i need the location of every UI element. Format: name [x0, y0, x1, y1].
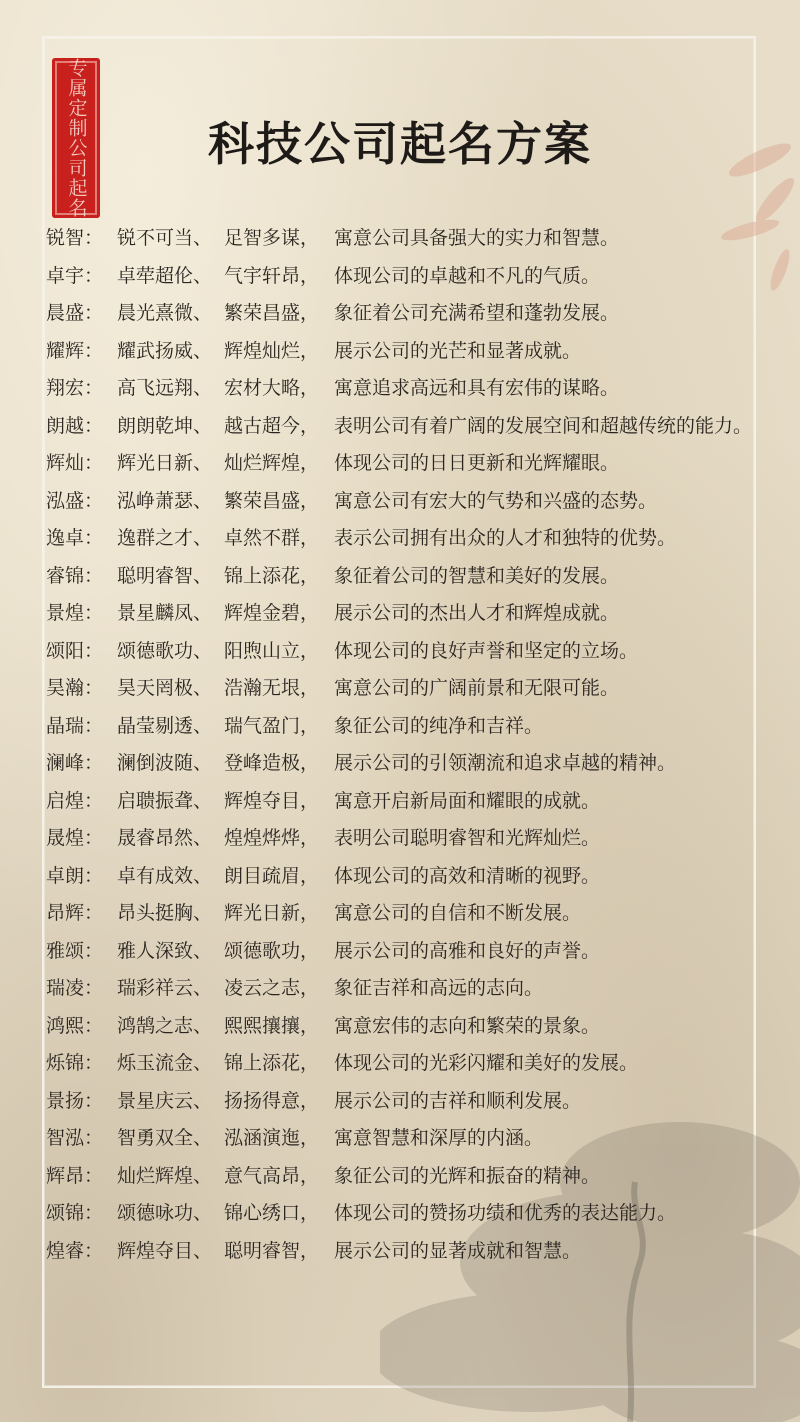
meaning-text: 寓意公司具备强大的实力和智慧。 — [334, 227, 620, 249]
list-item — [46, 820, 786, 857]
list-item — [46, 558, 786, 595]
list-item — [46, 595, 786, 632]
company-name: 朗越： — [46, 414, 104, 437]
idiom-two: 繁荣昌盛， — [224, 302, 320, 324]
idiom-one: 晟睿昂然、 — [117, 827, 213, 849]
list-item — [46, 295, 786, 332]
idiom-one: 灿烂辉煌、 — [117, 1164, 213, 1187]
meaning-text: 寓意公司有宏大的气势和兴盛的态势。 — [334, 489, 658, 512]
idiom-two: 辉煌夺目， — [224, 789, 320, 812]
idiom-two: 登峰造极， — [224, 752, 320, 774]
idiom-one: 晶莹剔透、 — [117, 714, 213, 737]
meaning-text: 寓意开启新局面和耀眼的成就。 — [334, 789, 601, 812]
meaning-text: 展示公司的吉祥和顺利发展。 — [334, 1089, 582, 1112]
company-name: 启煌： — [46, 789, 104, 812]
idiom-one: 辉光日新、 — [117, 452, 213, 474]
company-name: 翔宏： — [46, 377, 104, 399]
company-name: 烁锦： — [46, 1052, 104, 1074]
list-item — [46, 1120, 786, 1157]
idiom-one: 鸿鹄之志、 — [117, 1014, 213, 1037]
idiom-two: 聪明睿智， — [224, 1239, 320, 1262]
idiom-one: 卓荦超伦、 — [117, 264, 213, 287]
meaning-text: 寓意追求高远和具有宏伟的谋略。 — [334, 377, 620, 399]
company-name: 雅颂： — [46, 939, 104, 962]
company-name: 泓盛： — [46, 489, 104, 512]
idiom-two: 凌云之志， — [224, 977, 320, 999]
meaning-text: 象征着公司的智慧和美好的发展。 — [334, 564, 620, 587]
idiom-one: 烁玉流金、 — [117, 1052, 213, 1074]
idiom-two: 阳煦山立， — [224, 639, 320, 662]
meaning-text: 寓意智慧和深厚的内涵。 — [334, 1127, 544, 1149]
list-item — [46, 745, 786, 782]
company-name: 澜峰： — [46, 752, 104, 774]
idiom-two: 朗目疏眉， — [224, 864, 320, 887]
idiom-one: 逸群之才、 — [117, 527, 213, 549]
list-item — [46, 933, 786, 970]
meaning-text: 展示公司的光芒和显著成就。 — [334, 339, 582, 362]
idiom-two: 泓涵演迤， — [224, 1127, 320, 1149]
idiom-two: 辉煌金碧， — [224, 602, 320, 624]
idiom-two: 锦上添花， — [224, 564, 320, 587]
list-item — [46, 520, 786, 557]
idiom-two: 颂德歌功， — [224, 939, 320, 962]
company-name: 卓宇： — [46, 264, 104, 287]
meaning-text: 表明公司有着广阔的发展空间和超越传统的能力。 — [334, 414, 753, 437]
company-name: 颂锦： — [46, 1202, 104, 1224]
meaning-text: 体现公司的赞扬功绩和优秀的表达能力。 — [334, 1202, 677, 1224]
company-name: 辉昂： — [46, 1164, 104, 1187]
list-item — [46, 895, 786, 932]
meaning-text: 表明公司聪明睿智和光辉灿烂。 — [334, 827, 601, 849]
list-item — [46, 445, 786, 482]
page-title: 科技公司起名方案 — [208, 117, 592, 171]
company-name: 睿锦： — [46, 564, 104, 587]
company-name: 辉灿： — [46, 452, 104, 474]
idiom-one: 卓有成效、 — [117, 864, 213, 887]
meaning-text: 体现公司的日日更新和光辉耀眼。 — [334, 452, 620, 474]
idiom-one: 高飞远翔、 — [117, 377, 213, 399]
idiom-one: 景星庆云、 — [117, 1089, 213, 1112]
list-item — [46, 970, 786, 1007]
idiom-one: 朗朗乾坤、 — [117, 414, 213, 437]
idiom-two: 熙熙攘攘， — [224, 1014, 320, 1037]
meaning-text: 象征公司的纯净和吉祥。 — [334, 714, 544, 737]
idiom-two: 浩瀚无垠， — [224, 677, 320, 699]
list-item — [46, 783, 786, 820]
idiom-one: 瑞彩祥云、 — [117, 977, 213, 999]
list-item — [46, 1083, 786, 1120]
meaning-text: 体现公司的卓越和不凡的气质。 — [334, 264, 601, 287]
idiom-one: 耀武扬威、 — [117, 339, 213, 362]
company-name: 晟煌： — [46, 827, 104, 849]
company-name: 颂阳： — [46, 639, 104, 662]
meaning-text: 寓意公司的自信和不断发展。 — [334, 902, 582, 924]
list-item — [46, 1008, 786, 1045]
list-item — [46, 333, 786, 370]
idiom-two: 宏材大略， — [224, 377, 320, 399]
company-name: 晶瑞： — [46, 714, 104, 737]
idiom-two: 灿烂辉煌， — [224, 452, 320, 474]
idiom-one: 锐不可当、 — [117, 227, 213, 249]
list-item — [46, 370, 786, 407]
company-name: 智泓： — [46, 1127, 104, 1149]
idiom-two: 辉光日新， — [224, 902, 320, 924]
idiom-two: 煌煌烨烨， — [224, 827, 320, 849]
company-name: 卓朗： — [46, 864, 104, 887]
idiom-two: 意气高昂， — [224, 1164, 320, 1187]
idiom-one: 聪明睿智、 — [117, 564, 213, 587]
company-name: 景煌： — [46, 602, 104, 624]
meaning-text: 表示公司拥有出众的人才和独特的优势。 — [334, 527, 677, 549]
idiom-two: 越古超今， — [224, 414, 320, 437]
idiom-one: 颂德歌功、 — [117, 639, 213, 662]
list-item — [46, 633, 786, 670]
meaning-text: 展示公司的高雅和良好的声誉。 — [334, 939, 601, 962]
idiom-two: 足智多谋， — [224, 227, 320, 249]
meaning-text: 寓意公司的广阔前景和无限可能。 — [334, 677, 620, 699]
idiom-two: 瑞气盈门， — [224, 714, 320, 737]
list-item — [46, 1158, 786, 1195]
list-item — [46, 1195, 786, 1232]
meaning-text: 寓意宏伟的志向和繁荣的景象。 — [334, 1014, 601, 1037]
company-name: 鸿熙： — [46, 1014, 104, 1037]
idiom-two: 锦上添花， — [224, 1052, 320, 1074]
idiom-one: 辉煌夺目、 — [117, 1239, 213, 1262]
list-item — [46, 858, 786, 895]
company-name: 昊瀚： — [46, 677, 104, 699]
meaning-text: 象征着公司充满希望和蓬勃发展。 — [334, 302, 620, 324]
idiom-one: 昊天罔极、 — [117, 677, 213, 699]
idiom-two: 繁荣昌盛， — [224, 489, 320, 512]
list-item — [46, 1045, 786, 1082]
company-name: 耀辉： — [46, 339, 104, 362]
idiom-two: 辉煌灿烂， — [224, 339, 320, 362]
company-name: 煌睿： — [46, 1239, 104, 1262]
meaning-text: 展示公司的杰出人才和辉煌成就。 — [334, 602, 620, 624]
idiom-one: 雅人深致、 — [117, 939, 213, 962]
idiom-one: 昂头挺胸、 — [117, 902, 213, 924]
idiom-one: 泓峥萧瑟、 — [117, 489, 213, 512]
company-name: 景扬： — [46, 1089, 104, 1112]
idiom-one: 澜倒波随、 — [117, 752, 213, 774]
idiom-one: 智勇双全、 — [117, 1127, 213, 1149]
list-item — [46, 483, 786, 520]
idiom-two: 气宇轩昂， — [224, 264, 320, 287]
list-item — [46, 1233, 786, 1270]
seal-text: 专属定制公司起名 — [65, 58, 88, 218]
meaning-text: 象征公司的光辉和振奋的精神。 — [334, 1164, 601, 1187]
company-name: 瑞凌： — [46, 977, 104, 999]
company-name: 晨盛： — [46, 302, 104, 324]
idiom-two: 扬扬得意， — [224, 1089, 320, 1112]
list-item — [46, 670, 786, 707]
meaning-text: 体现公司的良好声誉和坚定的立场。 — [334, 639, 639, 662]
idiom-one: 颂德咏功、 — [117, 1202, 213, 1224]
meaning-text: 体现公司的光彩闪耀和美好的发展。 — [334, 1052, 639, 1074]
company-name: 逸卓： — [46, 527, 104, 549]
meaning-text: 体现公司的高效和清晰的视野。 — [334, 864, 601, 887]
idiom-one: 晨光熹微、 — [117, 302, 213, 324]
idiom-two: 锦心绣口， — [224, 1202, 320, 1224]
company-name: 锐智： — [46, 227, 104, 249]
idiom-two: 卓然不群， — [224, 527, 320, 549]
meaning-text: 展示公司的显著成就和智慧。 — [334, 1239, 582, 1262]
idiom-one: 启聩振聋、 — [117, 789, 213, 812]
list-item — [46, 708, 786, 745]
meaning-text: 展示公司的引领潮流和追求卓越的精神。 — [334, 752, 677, 774]
list-item — [46, 408, 786, 445]
idiom-one: 景星麟凤、 — [117, 602, 213, 624]
list-item — [46, 220, 786, 257]
list-item — [46, 258, 786, 295]
company-name: 昂辉： — [46, 902, 104, 924]
meaning-text: 象征吉祥和高远的志向。 — [334, 977, 544, 999]
